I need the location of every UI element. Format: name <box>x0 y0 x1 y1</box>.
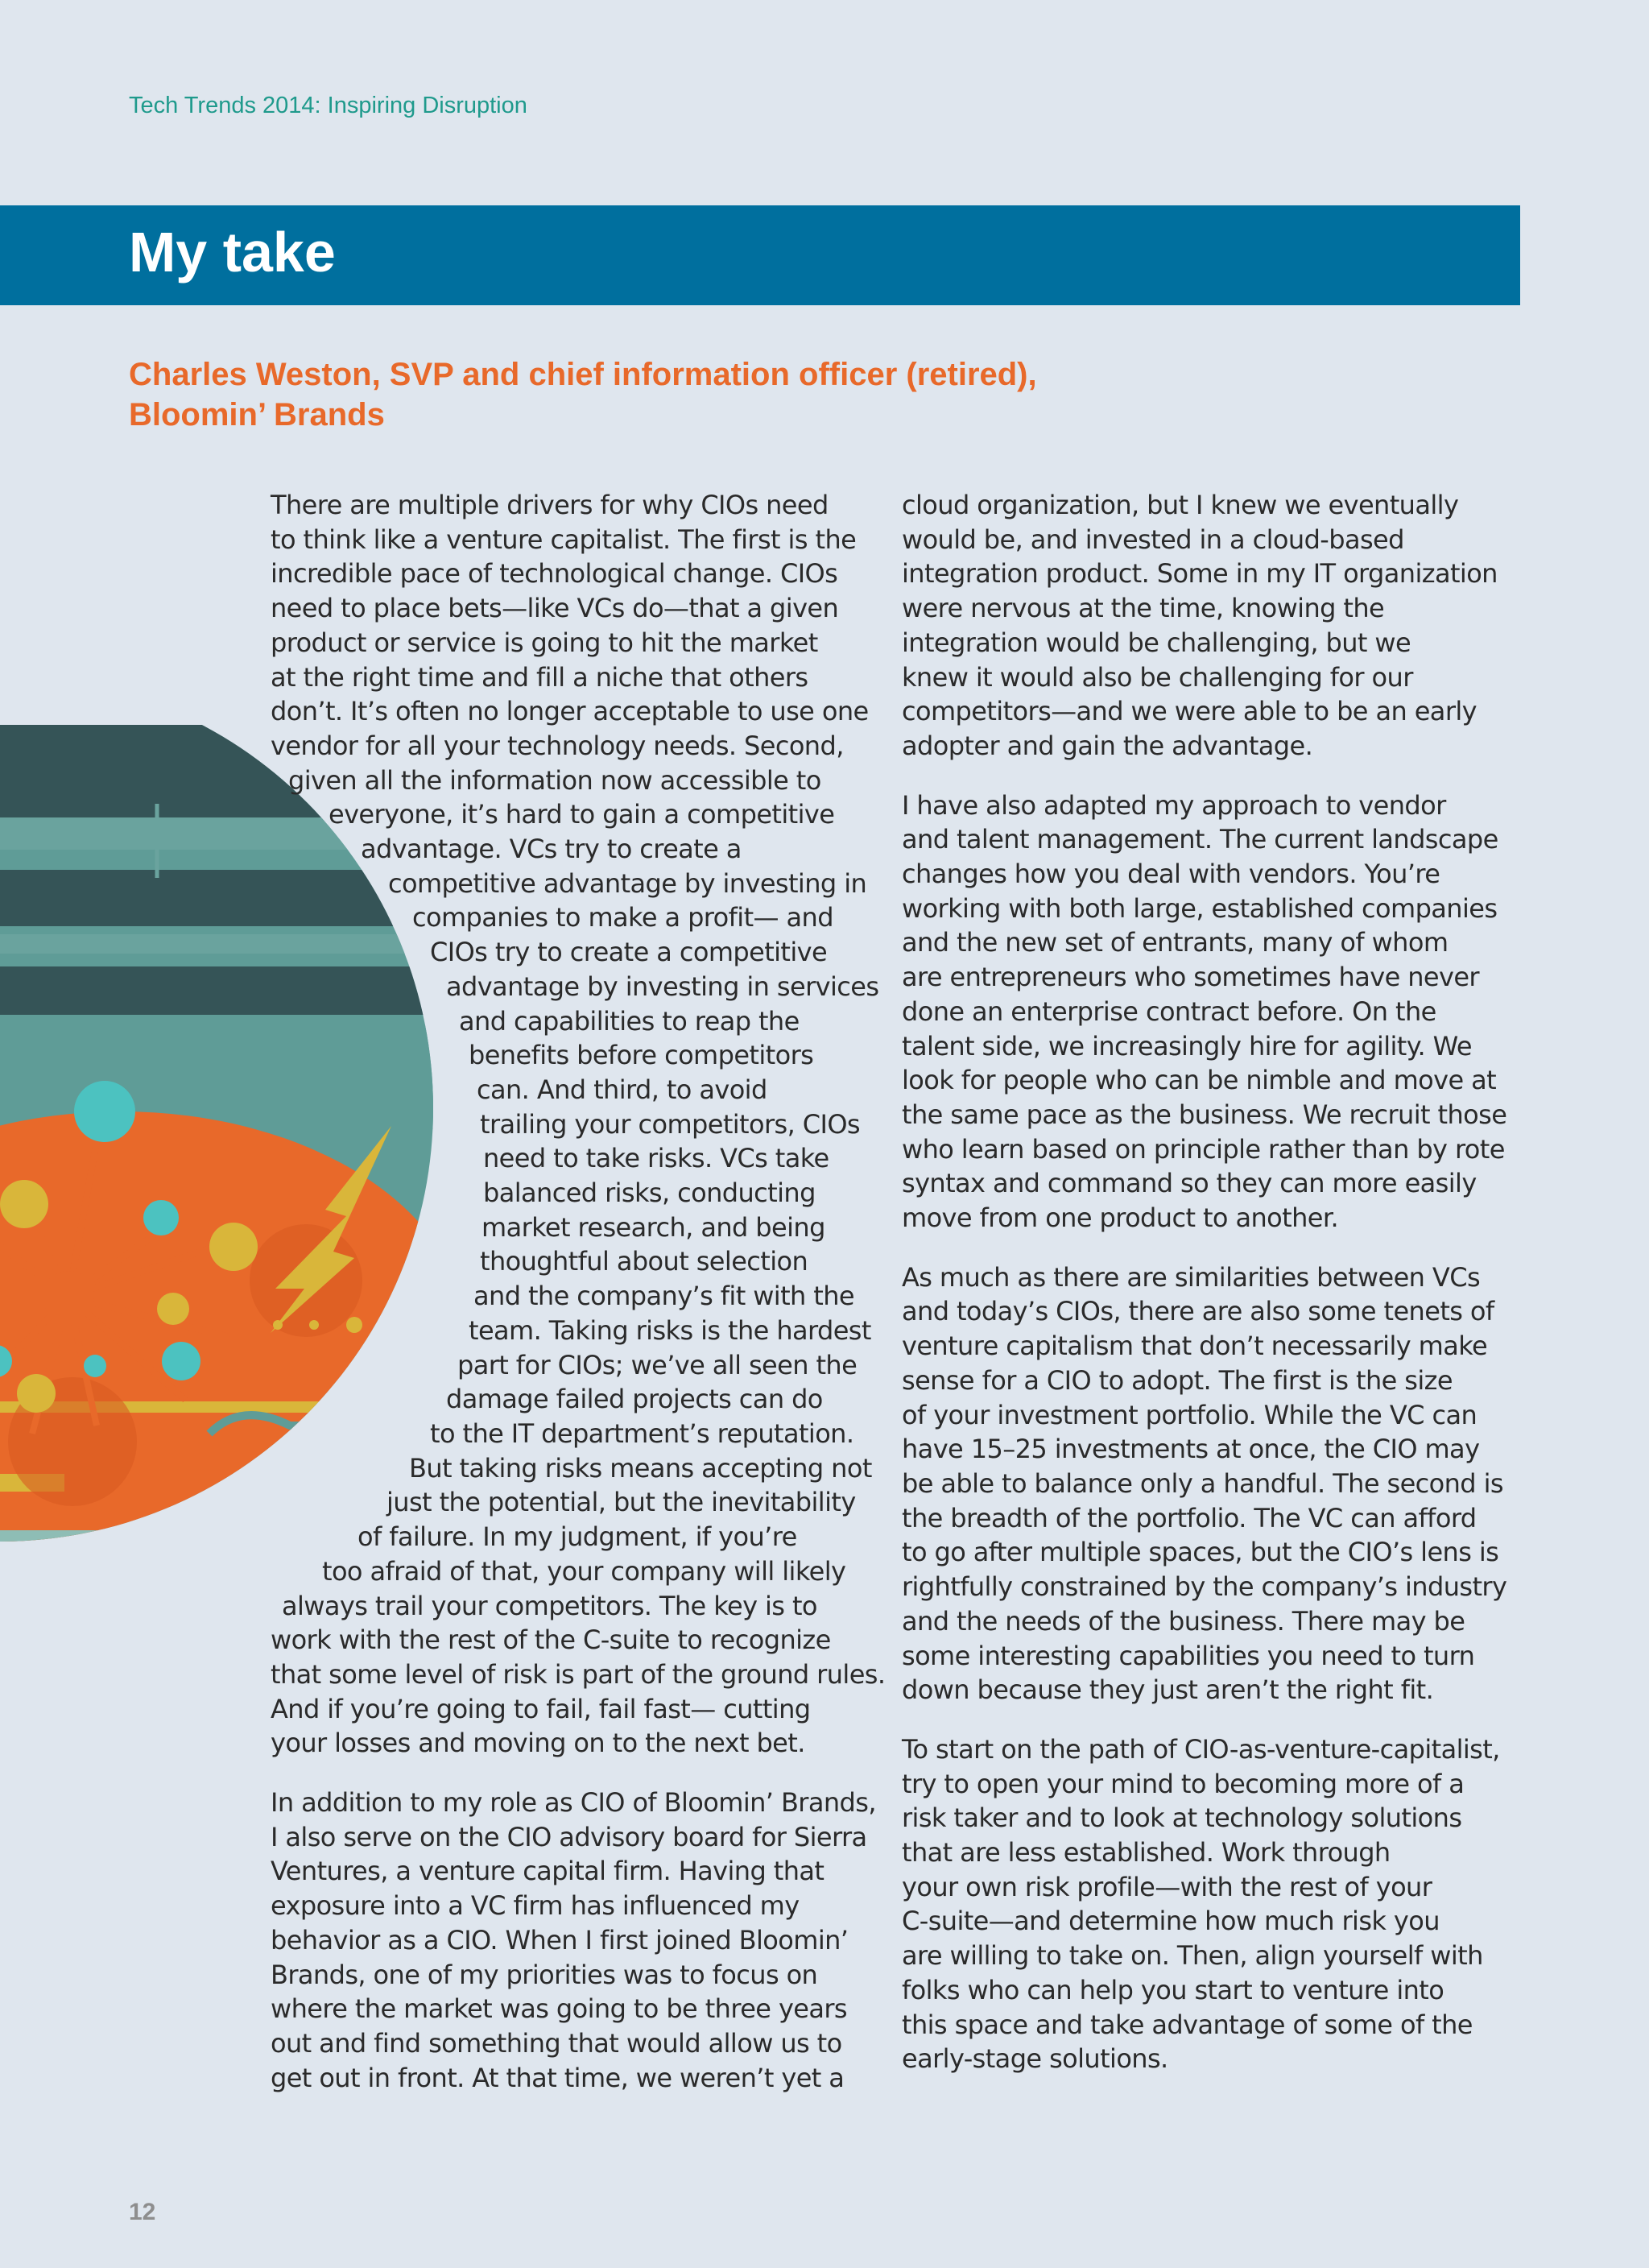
text-line: venture capitalism that don’t necessarily make <box>902 1331 1488 1362</box>
text-line: And if you’re going to fail, fail fast— cutting <box>271 1693 811 1724</box>
text-line: the same pace as the business. We recruit those <box>902 1099 1507 1130</box>
left-column <box>271 488 886 2120</box>
text-line: to the IT department’s reputation. <box>430 1418 854 1449</box>
text-line: balanced risks, conducting <box>483 1177 816 1209</box>
text-line: were nervous at the time, knowing the <box>902 593 1385 624</box>
text-line: working with both large, established companies <box>902 892 1498 924</box>
text-line: move from one product to another. <box>902 1202 1339 1234</box>
paragraph <box>902 788 1507 1235</box>
text-line: that are less established. Work through <box>902 1837 1391 1869</box>
text-line: But taking risks means accepting not <box>409 1452 872 1484</box>
text-line: need to take risks. VCs take <box>483 1143 829 1174</box>
text-line: sense for a CIO to adopt. The first is the size <box>902 1364 1453 1396</box>
text-line: damage failed projects can do <box>446 1384 823 1415</box>
text-line: changes how you deal with vendors. You’re <box>902 859 1440 890</box>
text-line: are entrepreneurs who sometimes have never <box>902 962 1479 993</box>
text-line: rightfully constrained by the company’s industry <box>902 1571 1507 1603</box>
byline-line: Bloomin’ Brands <box>129 397 385 432</box>
text-line: to go after multiple spaces, but the CIO’s lens is <box>902 1537 1499 1568</box>
text-line: be able to balance only a handful. The second is <box>902 1467 1503 1499</box>
text-line: out and find something that would allow us to <box>271 2027 842 2059</box>
text-line: given all the information now accessible to <box>288 764 821 796</box>
section-title: My take <box>129 221 336 284</box>
text-line: I have also adapted my approach to vendor <box>902 789 1446 821</box>
text-line: early-stage solutions. <box>902 2043 1168 2075</box>
text-line: advantage by investing in services <box>446 971 879 1002</box>
text-line: thoughtful about selection <box>480 1246 808 1277</box>
text-line: C-suite—and determine how much risk you <box>902 1906 1440 1937</box>
text-line: can. And third, to avoid <box>477 1074 767 1105</box>
text-line: some interesting capabilities you need to turn <box>902 1640 1475 1671</box>
byline-line: Charles Weston, SVP and chief information officer (retired), <box>129 357 1037 392</box>
text-line: advantage. VCs try to create a <box>361 834 742 865</box>
text-line: your losses and moving on to the next bet. <box>271 1728 805 1759</box>
text-line: where the market was going to be three years <box>271 1993 848 2025</box>
text-line: product or service is going to hit the market <box>271 627 818 658</box>
page-number: 12 <box>129 2199 156 2225</box>
text-line: the breadth of the portfolio. The VC can afford <box>902 1502 1477 1533</box>
text-line: competitive advantage by investing in <box>388 867 867 899</box>
text-line: risk taker and to look at technology solutions <box>902 1802 1462 1834</box>
text-line: integration product. Some in my IT organization <box>902 558 1498 590</box>
text-line: cloud organization, but I knew we eventually <box>902 490 1459 520</box>
text-line: There are multiple drivers for why CIOs need <box>271 490 829 520</box>
text-line: your own risk profile—with the rest of your <box>902 1871 1432 1902</box>
text-line: syntax and command so they can more easily <box>902 1168 1477 1199</box>
right-column <box>902 488 1507 2101</box>
paragraph <box>902 1732 1498 2076</box>
text-line: need to place bets—like VCs do—that a given <box>271 593 839 624</box>
text-line: Brands, one of my priorities was to focus on <box>271 1959 818 1990</box>
author-byline <box>129 354 1176 435</box>
text-line: are willing to take on. Then, align yourself with <box>902 1940 1483 1972</box>
text-line: As much as there are similarities between VCs <box>902 1261 1481 1293</box>
running-head: Tech Trends 2014: Inspiring Disruption <box>129 93 527 118</box>
text-line: incredible pace of technological change. CIOs <box>271 558 838 590</box>
text-line: folks who can help you start to venture into <box>902 1974 1444 2005</box>
paragraph <box>271 488 886 1761</box>
text-line: who learn based on principle rather than by rote <box>902 1133 1505 1165</box>
text-line: at the right time and fill a niche that others <box>271 661 808 693</box>
text-line: companies to make a profit— and <box>412 902 833 933</box>
text-line: work with the rest of the C-suite to recognize <box>271 1624 831 1656</box>
text-line: and the needs of the business. There may be <box>902 1605 1465 1637</box>
text-line: get out in front. At that time, we weren’t yet a <box>271 2062 845 2093</box>
text-line: competitors—and we were able to be an early <box>902 696 1477 727</box>
text-line: part for CIOs; we’ve all seen the <box>457 1349 858 1380</box>
text-line: In addition to my role as CIO of Bloomin’ Brands, <box>271 1787 876 1819</box>
text-line: behavior as a CIO. When I first joined Bloomin’ <box>271 1924 849 1956</box>
text-line: too afraid of that, your company will likely <box>322 1555 846 1587</box>
section-banner <box>0 205 1520 305</box>
text-line: adopter and gain the advantage. <box>902 730 1313 761</box>
text-line: this space and take advantage of some of the <box>902 2009 1473 2040</box>
text-line: and capabilities to reap the <box>459 1005 800 1037</box>
text-line: to think like a venture capitalist. The first is the <box>271 524 857 555</box>
paragraph <box>902 1260 1507 1707</box>
text-line: try to open your mind to becoming more of a <box>902 1768 1465 1799</box>
text-line: To start on the path of CIO-as-venture-capitalist, <box>902 1733 1500 1765</box>
text-line: have 15–25 investments at once, the CIO may <box>902 1434 1480 1465</box>
text-line: team. Taking risks is the hardest <box>469 1314 871 1346</box>
text-line: and the company’s fit with the <box>473 1281 855 1312</box>
text-line: CIOs try to create a competitive <box>430 937 828 968</box>
text-line: of your investment portfolio. While the VC can <box>902 1399 1477 1430</box>
text-line: Ventures, a venture capital firm. Having that <box>271 1856 824 1887</box>
text-line: just the potential, but the inevitability <box>386 1487 856 1518</box>
paragraph <box>271 1786 876 2095</box>
text-line: talent side, we increasingly hire for agility. We <box>902 1030 1472 1062</box>
text-line: everyone, it’s hard to gain a competitive <box>329 799 835 830</box>
text-line: I also serve on the CIO advisory board for Sierra <box>271 1821 867 1852</box>
text-line: integration would be challenging, but we <box>902 627 1411 658</box>
text-line: always trail your competitors. The key is to <box>282 1590 817 1621</box>
text-line: down because they just aren’t the right fit. <box>902 1674 1434 1706</box>
text-line: trailing your competitors, CIOs <box>480 1108 860 1140</box>
text-line: and talent management. The current landscape <box>902 824 1498 855</box>
text-line: benefits before competitors <box>469 1040 814 1071</box>
text-line: knew it would also be challenging for our <box>902 661 1413 693</box>
text-line: vendor for all your technology needs. Second, <box>271 730 844 761</box>
paragraph <box>902 488 1498 764</box>
text-line: that some level of risk is part of the ground rules. <box>271 1658 886 1690</box>
text-line: look for people who can be nimble and move at <box>902 1065 1497 1096</box>
text-line: done an enterprise contract before. On the <box>902 995 1436 1027</box>
text-line: exposure into a VC firm has influenced my <box>271 1890 800 1922</box>
text-line: market research, and being <box>481 1211 825 1243</box>
text-line: of failure. In my judgment, if you’re <box>357 1521 797 1553</box>
text-line: would be, and invested in a cloud-based <box>902 524 1404 555</box>
text-line: and the new set of entrants, many of whom <box>902 927 1449 958</box>
text-line: don’t. It’s often no longer acceptable to use one <box>271 696 869 727</box>
text-line: and today’s CIOs, there are also some tenets of <box>902 1296 1494 1327</box>
